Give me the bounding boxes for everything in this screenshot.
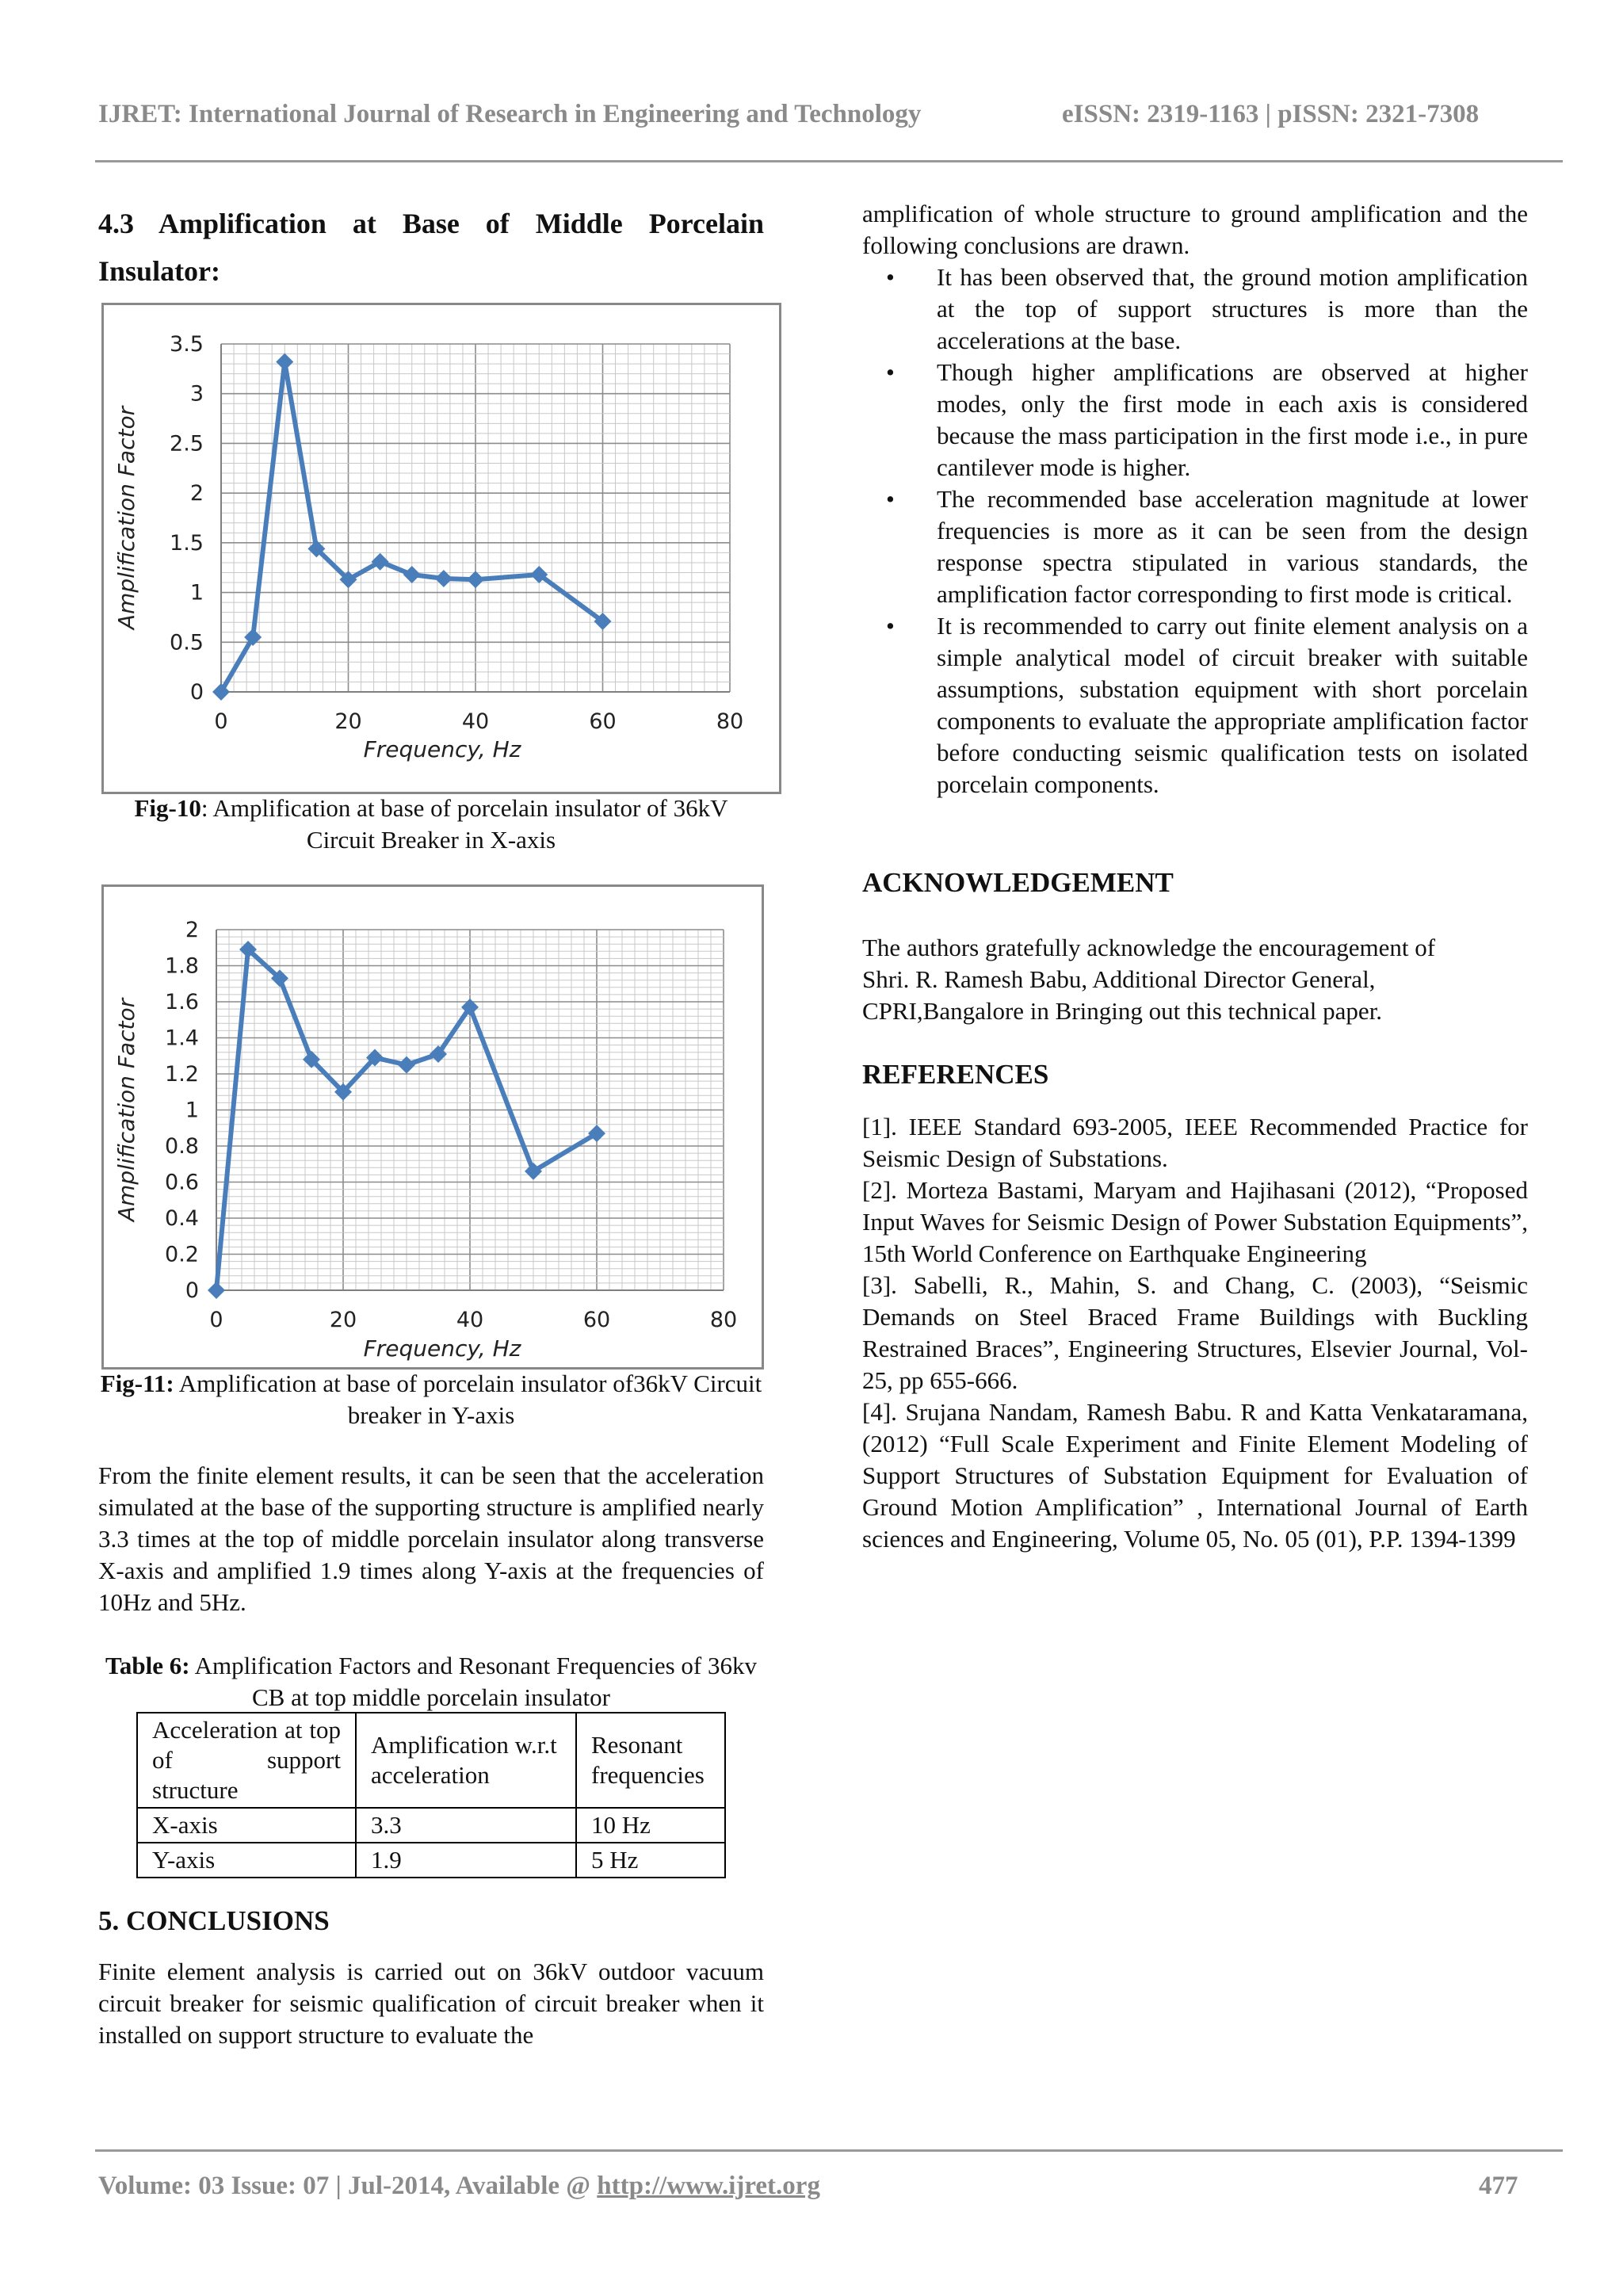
fig10-chart-frame: [101, 303, 781, 794]
data-point: [208, 1282, 225, 1299]
y-tick-label: 1.8: [165, 953, 199, 979]
x-tick-label: 40: [456, 1308, 484, 1332]
x-axis-title: Frequency, Hz: [363, 736, 521, 762]
y-axis-title: Amplification Factor: [113, 406, 139, 630]
conclusions-list: [862, 262, 1528, 800]
list-item-text: It is recommended to carry out finite element analysis on a simple analytical model of circuit breaker with suitable assumptions, substation equipment with short porcelain components to evaluate the appropriate amplification factor before conducting seismic qualification tests on isolated porcelain components.: [937, 612, 1528, 798]
bullet-icon: •: [886, 263, 895, 291]
y-tick-label: 0.5: [170, 630, 204, 655]
table-cell: 5 Hz: [576, 1843, 725, 1878]
table6-label: Table 6:: [105, 1652, 190, 1679]
header-rule: [95, 160, 1563, 162]
reference-item: [2]. Morteza Bastami, Maryam and Hajihasani (2012), “Proposed Input Waves for Seismic Design of Power Substation Equipments”, 15th World Conference on Earthquake Engineering: [862, 1176, 1528, 1267]
table-row: [137, 1843, 725, 1878]
table-header-row: [137, 1713, 725, 1808]
table-cell: Y-axis: [137, 1843, 356, 1878]
table-cell: 1.9: [356, 1843, 576, 1878]
y-tick-label: 1.6: [165, 990, 199, 1014]
y-tick-label: 3: [189, 381, 204, 407]
fig11-chart: [104, 887, 762, 1367]
list-item: [862, 262, 1528, 357]
y-tick-label: 1: [185, 1098, 199, 1123]
references-list: [862, 1111, 1528, 1555]
fig11-caption: [98, 1368, 764, 1431]
table-header-cell: Amplification w.r.t acceleration: [356, 1713, 576, 1808]
x-tick-label: 0: [214, 709, 228, 734]
list-item-text: The recommended base acceleration magnitude at lower frequencies is more as it can be seen from the design response spectra stipulated in various standards, the amplification factor corresponding to first mode is critical.: [937, 485, 1528, 608]
list-item: [862, 357, 1528, 483]
x-tick-label: 20: [329, 1308, 357, 1332]
y-tick-label: 1.5: [170, 530, 204, 556]
table-cell: X-axis: [137, 1808, 356, 1843]
bullet-icon: •: [886, 612, 895, 640]
x-tick-label: 60: [582, 1308, 611, 1332]
journal-link[interactable]: http://www.ijret.org: [597, 2172, 820, 2200]
references-heading: REFERENCES: [862, 1059, 1049, 1090]
y-tick-label: 1.4: [165, 1026, 199, 1051]
y-tick-label: 2: [189, 481, 204, 506]
x-axis-title: Frequency, Hz: [363, 1335, 521, 1362]
y-tick-label: 0.8: [165, 1134, 199, 1159]
conclusions-intro: Finite element analysis is carried out on 36kV outdoor vacuum circuit breaker for seismic qualification of circuit breaker when it installed on support structure to evaluate the: [98, 1958, 764, 2049]
table-header-cell: Resonant frequencies: [576, 1713, 725, 1808]
list-item-text: It has been observed that, the ground motion amplification at the top of support structures is more than the accelerations at the base.: [937, 263, 1528, 354]
y-tick-label: 0: [185, 1278, 199, 1303]
table-cell: 3.3: [356, 1808, 576, 1843]
x-tick-label: 60: [589, 709, 617, 734]
list-item: [862, 610, 1528, 800]
table6: [136, 1712, 726, 1878]
y-tick-label: 1.2: [165, 1062, 199, 1087]
conclusions-heading: 5. CONCLUSIONS: [98, 1905, 330, 1936]
acknowledgement-text: [862, 932, 1544, 1027]
results-paragraph: From the finite element results, it can be seen that the acceleration simulated at the base of the supporting structure is amplified nearly 3.3 times at the top of middle porcelain insulator along transverse X-axis and amplified 1.9 times along Y-axis at the frequencies of 10Hz and 5Hz.: [98, 1461, 764, 1616]
y-tick-label: 0: [189, 680, 204, 705]
x-tick-label: 0: [209, 1308, 223, 1332]
issn: eISSN: 2319-1163 | pISSN: 2321-7308: [1062, 100, 1480, 128]
fig11-chart-frame: [101, 884, 764, 1370]
conclusions-continued: amplification of whole structure to ground amplification and the following conclusions are drawn.: [862, 200, 1528, 259]
table-row: [137, 1808, 725, 1843]
section-heading-4-3: 4.3 Amplification at Base of Middle Porcelain Insulator:: [98, 208, 764, 287]
journal-title: IJRET: International Journal of Research in Engineering and Technology: [98, 100, 922, 128]
list-item-text: Though higher amplifications are observed at higher modes, only the first mode in each axis is considered because the mass participation in the first mode i.e., in pure cantilever mode is higher.: [937, 358, 1528, 481]
acknowledgement-heading: ACKNOWLEDGEMENT: [862, 867, 1174, 898]
list-item: [862, 483, 1528, 610]
table-header-cell: Acceleration at top of support structure: [137, 1713, 356, 1808]
fig10-chart: [104, 305, 779, 792]
table6-caption-text: Amplification Factors and Resonant Frequencies of 36kv CB at top middle porcelain insulator: [189, 1652, 757, 1711]
acknowledgement-line: The authors gratefully acknowledge the encouragement of: [862, 934, 1436, 961]
table-cell: 10 Hz: [576, 1808, 725, 1843]
footer-volume: [98, 2172, 820, 2201]
footer-volume-text: Volume: 03 Issue: 07 | Jul-2014, Available @: [98, 2172, 598, 2200]
footer-rule: [95, 2149, 1563, 2152]
data-point: [403, 566, 421, 583]
data-point: [276, 353, 293, 371]
x-tick-label: 20: [334, 709, 362, 734]
y-axis-title: Amplification Factor: [113, 998, 139, 1222]
acknowledgement-line: CPRI,Bangalore in Bringing out this technical paper.: [862, 997, 1383, 1025]
acknowledgement-line: Shri. R. Ramesh Babu, Additional Director General,: [862, 965, 1376, 993]
y-tick-label: 2: [185, 918, 199, 942]
page-number: 477: [1479, 2172, 1518, 2200]
fig10-caption-text: : Amplification at base of porcelain insulator of 36kV Circuit Breaker in X-axis: [200, 794, 728, 854]
fig10-label: Fig-10: [134, 794, 201, 822]
y-tick-label: 0.4: [165, 1206, 199, 1231]
y-tick-label: 1: [189, 580, 204, 606]
fig10-caption: [98, 793, 764, 856]
x-tick-label: 80: [716, 709, 744, 734]
data-point: [467, 571, 484, 588]
y-tick-label: 0.2: [165, 1242, 199, 1267]
fig11-caption-text: Amplification at base of porcelain insulator of36kV Circuit breaker in Y-axis: [174, 1370, 762, 1429]
table6-caption: [98, 1650, 764, 1713]
reference-item: [1]. IEEE Standard 693-2005, IEEE Recommended Practice for Seismic Design of Substations.: [862, 1113, 1528, 1172]
x-tick-label: 80: [709, 1308, 738, 1332]
bullet-icon: •: [886, 485, 895, 513]
y-tick-label: 2.5: [170, 431, 204, 457]
x-tick-label: 40: [461, 709, 490, 734]
y-tick-label: 3.5: [170, 332, 204, 357]
fig11-label: Fig-11:: [100, 1370, 174, 1397]
reference-item: [3]. Sabelli, R., Mahin, S. and Chang, C. (2003), “Seismic Demands on Steel Braced Frame Buildings with Buckling Restrained Braces”, Engineering Structures, Elsevier Journal, Vol-25, pp 655-666.: [862, 1271, 1528, 1394]
bullet-icon: •: [886, 358, 895, 386]
data-point: [398, 1056, 415, 1074]
reference-item: [4]. Srujana Nandam, Ramesh Babu. R and Katta Venkataramana,(2012) “Full Scale Experiment and Finite Element Modeling of Support Structures of Substation Equipment for Evaluation of Ground Motion Amplification” , International Journal of Earth sciences and Engineering, Volume 05, No. 05 (01), P.P. 1394-1399: [862, 1398, 1528, 1553]
y-tick-label: 0.6: [165, 1170, 199, 1195]
